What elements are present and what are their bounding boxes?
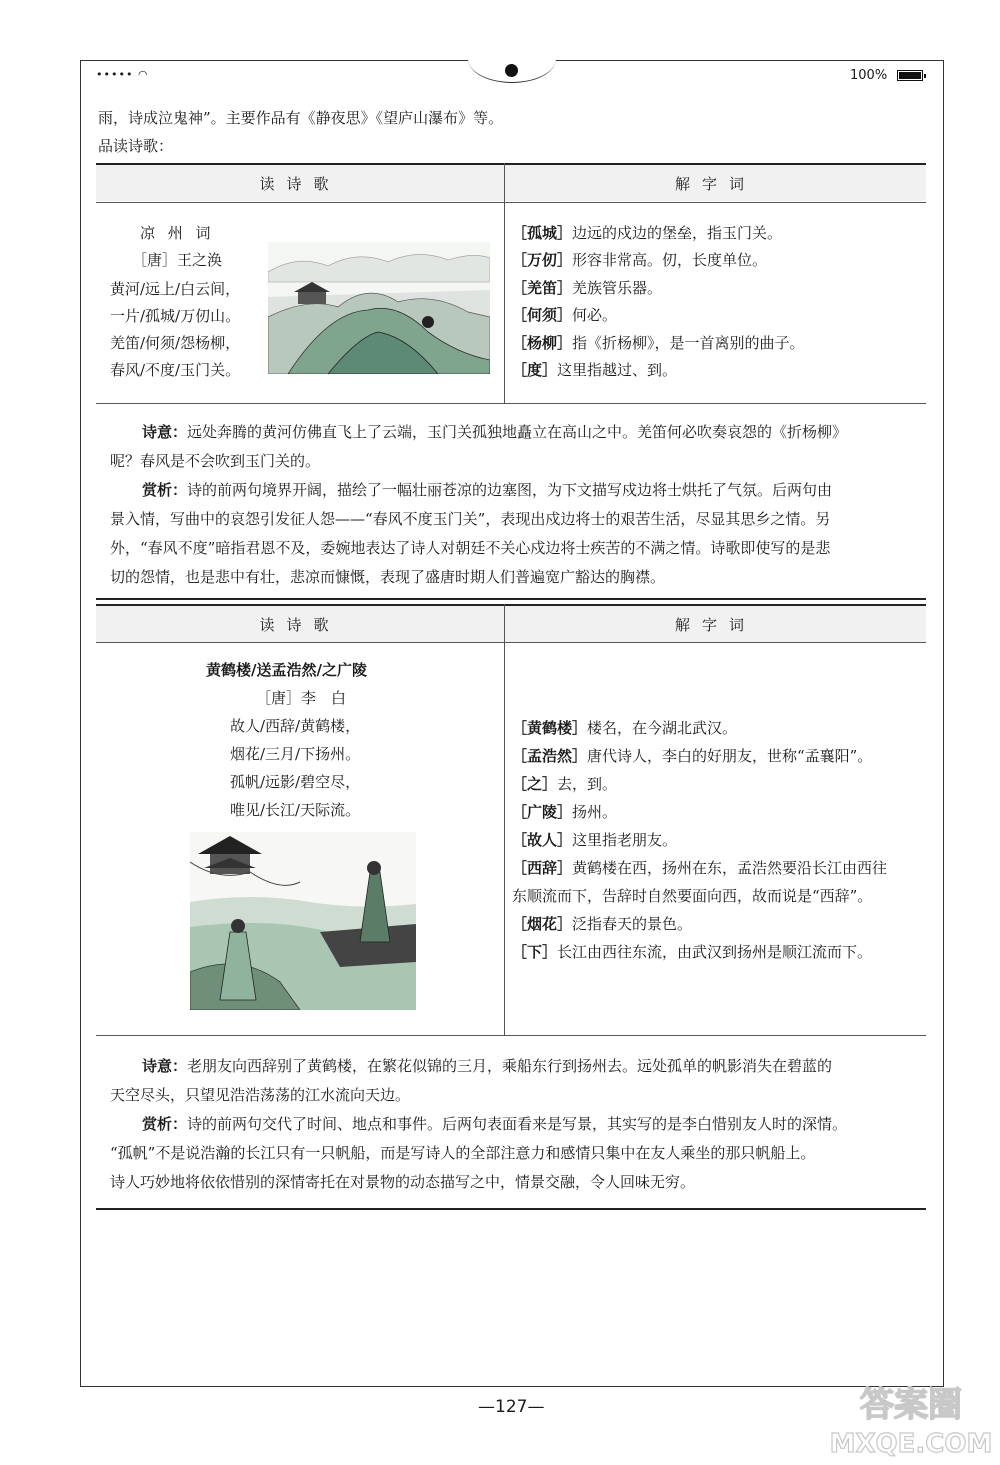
poem2-line: 孤帆/远影/碧空尽， xyxy=(230,773,361,791)
battery-icon xyxy=(897,70,923,81)
poem2-gloss-continued: 东顺流而下，告辞时自然要面向西，故而说是“西辞”。 xyxy=(512,887,873,905)
table2-header-rule xyxy=(96,642,926,643)
section-label: 品读诗歌： xyxy=(98,137,174,155)
poem1-line: 黄河/远上/白云间， xyxy=(110,280,241,298)
table2-header-poem: 读诗歌 xyxy=(96,606,504,642)
camera-dot xyxy=(505,64,518,77)
poem1-gloss: ［孤城］边远的戍边的堡垒，指玉门关。 xyxy=(512,224,783,242)
poem2-gloss: ［广陵］扬州。 xyxy=(512,803,618,821)
poem1-line: 羌笛/何须/怨杨柳， xyxy=(110,334,241,352)
poem2-author: ［唐］李 白 xyxy=(256,689,347,707)
battery-percent: 100% xyxy=(850,68,888,83)
poem2-gloss: ［孟浩然］唐代诗人，李白的好朋友，世称“孟襄阳”。 xyxy=(512,747,873,765)
poem2-appreciation: 赏析：诗的前两句交代了时间、地点和事件。后两句表面看来是写景，其实写的是李白惜别友人时的深情。 “孤帆”不是说浩瀚的长江只有一只帆船，而是写诗人的全部注意力和感情只集中在友人乘坐的那只帆船上。 诗人巧妙地将依依惜别的深情寄托在对景物的动态描写之中，情景交融，令人回味无穷。 xyxy=(110,1115,848,1191)
poem1-gloss: ［万仞］形容非常高。仞，长度单位。 xyxy=(512,251,768,269)
poem2-line: 故人/西辞/黄鹤楼， xyxy=(230,717,361,735)
table2-body-rule xyxy=(96,1035,926,1036)
poem1-illustration xyxy=(268,242,490,374)
poem2-illustration xyxy=(190,832,416,1010)
poem2-title: 黄鹤楼/送孟浩然/之广陵 xyxy=(206,661,367,679)
poem1-gloss: ［杨柳］指《折杨柳》，是一首离别的曲子。 xyxy=(512,334,805,352)
poem1-gloss: ［度］这里指越过、到。 xyxy=(512,361,678,379)
poem1-line: 一片/孤城/万仞山。 xyxy=(110,307,241,325)
poem2-line: 烟花/三月/下扬州。 xyxy=(230,745,361,763)
page-number: —127— xyxy=(478,1397,545,1417)
section2-bottom-rule xyxy=(96,1208,926,1210)
poem1-gloss: ［何须］何必。 xyxy=(512,306,618,324)
poem2-meaning: 诗意：老朋友向西辞别了黄鹤楼，在繁花似锦的三月，乘船东行到扬州去。远处孤单的帆影消失在碧蓝的 天空尽头，只望见浩浩荡荡的江水流向天边。 xyxy=(110,1057,833,1104)
poem1-line: 春风/不度/玉门关。 xyxy=(110,361,241,379)
svg-text:MXQE.COM: MXQE.COM xyxy=(829,1429,993,1459)
table2-divider xyxy=(504,604,505,1036)
table1-header-rule xyxy=(96,202,926,203)
table1-body-rule xyxy=(96,403,926,404)
svg-text:答案圈: 答案圈 xyxy=(860,1385,962,1425)
poem2-gloss: ［烟花］泛指春天的景色。 xyxy=(512,915,693,933)
poem1-title: 凉 州 词 xyxy=(140,224,215,242)
poem1-appreciation: 赏析：诗的前两句境界开阔，描绘了一幅壮丽苍凉的边塞图，为下文描写戍边将士烘托了气氛。后两句由 景入情，写曲中的哀怨引发征人怨——“春风不度玉门关”，表现出戍边将士的艰苦生活，尽显其思乡之情。另 外，“春风不度”暗指君恩不及，委婉地表达了诗人对朝廷不关心戍边将士疾苦的不满之情。诗歌即使写的是悲 切的怨情，也是悲中有壮，悲凉而慷慨，表现了盛唐时期人们普遍宽广豁达的胸襟。 xyxy=(110,481,833,586)
poem2-gloss: ［西辞］黄鹤楼在西，扬州在东，孟浩然要沿长江由西往 xyxy=(512,859,888,877)
poem1-meaning: 诗意：远处奔腾的黄河仿佛直飞上了云端，玉门关孤独地矗立在高山之中。羌笛何必吹奏哀怨的《折杨柳》 呢？春风是不会吹到玉门关的。 xyxy=(110,423,848,470)
table2-header-gloss: 解字词 xyxy=(505,606,926,642)
poem2-gloss: ［黄鹤楼］楼名，在今湖北武汉。 xyxy=(512,719,738,737)
poem2-line: 唯见/长江/天际流。 xyxy=(230,801,361,819)
poem2-gloss: ［之］去，到。 xyxy=(512,775,618,793)
poem1-author: ［唐］王之涣 xyxy=(132,251,223,269)
intro-text: 雨，诗成泣鬼神”。主要作品有《静夜思》《望庐山瀑布》等。 xyxy=(98,109,504,127)
poem1-gloss: ［羌笛］羌族管乐器。 xyxy=(512,279,663,297)
table1-divider xyxy=(504,163,505,404)
poem2-gloss: ［下］长江由西往东流，由武汉到扬州是顺江流而下。 xyxy=(512,943,873,961)
watermark-logo xyxy=(826,1380,996,1460)
section1-bottom-rule xyxy=(96,598,926,600)
poem2-gloss: ［故人］这里指老朋友。 xyxy=(512,831,678,849)
signal-icon: ••••• ◠ xyxy=(96,68,149,81)
table1-header-gloss: 解字词 xyxy=(505,165,926,201)
table1-header-poem: 读诗歌 xyxy=(96,165,504,201)
